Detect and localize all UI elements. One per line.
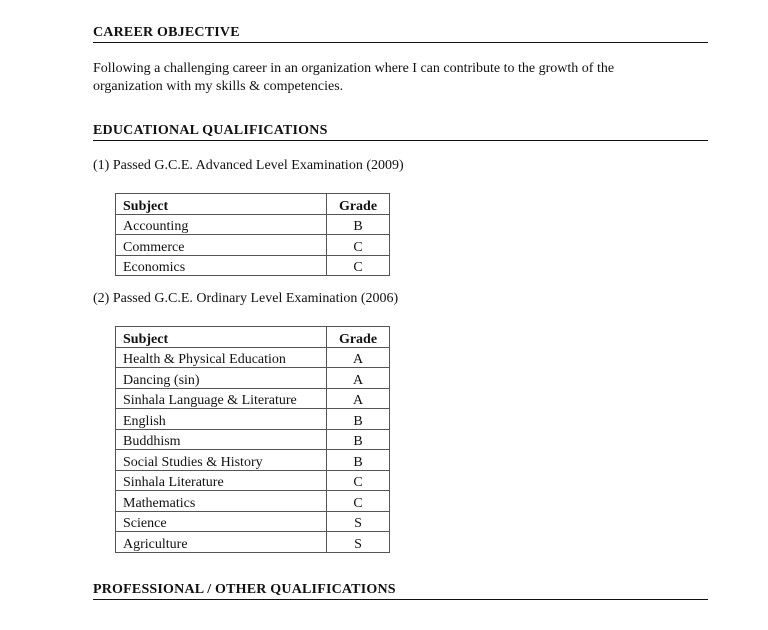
table-row [116,511,390,532]
advanced-level-title: (1) Passed G.C.E. Advanced Level Examination (2009) [93,158,404,173]
grade-header: Grade [327,327,390,348]
subject-cell: Sinhala Literature [116,470,327,491]
grade-cell: S [327,532,390,553]
table-row [116,347,390,368]
grade-cell: B [327,214,390,235]
table-row [116,388,390,409]
subject-cell: Economics [116,255,327,276]
career-objective-text [93,60,693,96]
grade-cell: B [327,409,390,430]
subject-cell: Sinhala Language & Literature [116,388,327,409]
grade-cell: C [327,255,390,276]
table-row [116,450,390,471]
education-heading: EDUCATIONAL QUALIFICATIONS [93,123,708,141]
table-header-row [116,327,390,348]
subject-cell: Buddhism [116,429,327,450]
grade-cell: A [327,347,390,368]
grade-cell: C [327,470,390,491]
advanced-level-table [115,193,390,276]
ordinary-level-rows [116,347,390,552]
subject-cell: Health & Physical Education [116,347,327,368]
ordinary-level-title: (2) Passed G.C.E. Ordinary Level Examination (2006) [93,291,399,306]
subject-cell: Dancing (sin) [116,368,327,389]
advanced-level-rows [116,214,390,276]
grade-cell: C [327,235,390,256]
table-header-row [116,194,390,215]
table-row [116,235,390,256]
subject-cell: English [116,409,327,430]
subject-cell: Commerce [116,235,327,256]
subject-header: Subject [116,327,327,348]
grade-cell: B [327,450,390,471]
grade-header: Grade [327,194,390,215]
table-row [116,214,390,235]
career-objective-line-1: Following a challenging career in an organization where I can contribute to the growth of the [93,61,615,76]
career-objective-line-2: organization with my skills & competencies. [93,79,344,94]
grade-cell: A [327,368,390,389]
career-objective-heading: CAREER OBJECTIVE [93,25,708,43]
table-row [116,255,390,276]
table-row [116,470,390,491]
table-row [116,368,390,389]
grade-cell: B [327,429,390,450]
grade-cell: C [327,491,390,512]
professional-heading: PROFESSIONAL / OTHER QUALIFICATIONS [93,582,708,600]
grade-cell: S [327,511,390,532]
table-row [116,429,390,450]
table-row [116,409,390,430]
subject-cell: Social Studies & History [116,450,327,471]
subject-cell: Mathematics [116,491,327,512]
table-row [116,532,390,553]
grade-cell: A [327,388,390,409]
subject-cell: Science [116,511,327,532]
subject-cell: Agriculture [116,532,327,553]
subject-header: Subject [116,194,327,215]
subject-cell: Accounting [116,214,327,235]
table-row [116,491,390,512]
ordinary-level-table [115,326,390,553]
